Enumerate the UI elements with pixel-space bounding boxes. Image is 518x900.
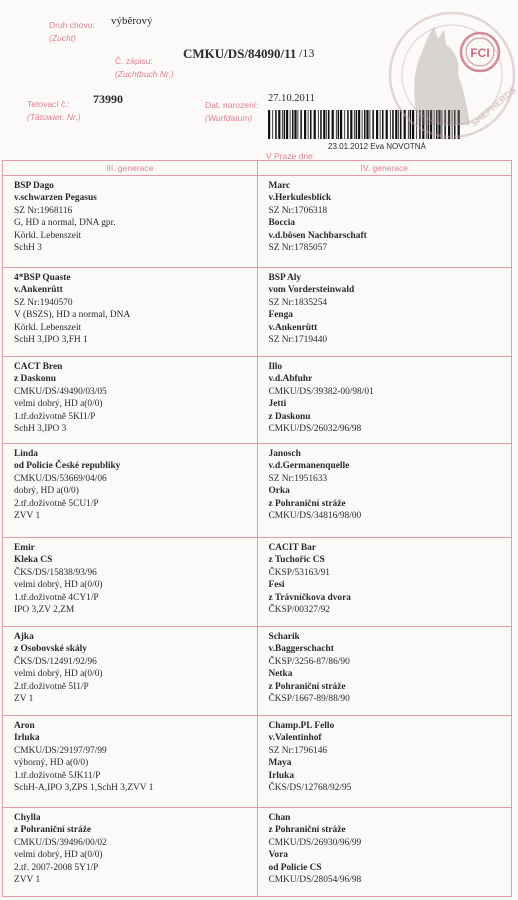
generation-3-cell <box>3 444 258 537</box>
pedigree-line: v.schwarzen Pegasus <box>14 193 97 204</box>
pedigree-line: od Policie CS <box>268 862 322 873</box>
pedigree-line: Aron <box>14 721 35 731</box>
pedigree-line: velmi dobrý, HD a(0/0) <box>14 399 103 410</box>
pedigree-line: 1.tř.doživotně 4CY1/P <box>14 592 99 603</box>
header-third-generation: III. generace <box>3 161 258 175</box>
pedigree-line: 2.tř. 2007-2008 5Y1/P <box>14 862 99 873</box>
pedigree-line: CMKU/DS/39496/00/02 <box>14 837 107 848</box>
pedigree-line: 2.tř.doživotně 5I1/P <box>14 681 89 692</box>
pedigree-line: z Daskonu <box>14 374 56 385</box>
pedigree-line: Fenga <box>268 310 293 321</box>
tattoo-number-value: 73990 <box>93 92 123 106</box>
generation-4-cell <box>258 268 512 356</box>
pedigree-line: ČKS/DS/15838/93/96 <box>14 567 97 578</box>
stamp-date-line: 23.01.2012 Eva NOVOTNÁ <box>328 142 426 151</box>
pedigree-line: SZ Nr:1785057 <box>268 243 328 254</box>
pedigree-line: ZVV 1 <box>14 875 41 886</box>
pedigree-line: SchH 3,IPO 3,FH 1 <box>14 335 88 346</box>
pedigree-line: 4*BSP Quaste <box>14 273 71 283</box>
registry-number-label: Č. zápisu: <box>115 56 153 66</box>
pedigree-line: SZ Nr:1835254 <box>268 297 328 308</box>
pedigree-line: v.d.bösen Nachbarschaft <box>268 230 367 241</box>
pedigree-line: CMKU/DS/26930/96/99 <box>268 837 362 848</box>
pedigree-line: CMKU/DS/49490/03/05 <box>14 386 107 397</box>
header-fourth-generation: IV. generace <box>360 163 408 173</box>
pedigree-line: CMKU/DS/26032/96/98 <box>268 424 362 435</box>
breeding-type-label-de: (Zucht) <box>49 33 76 43</box>
pedigree-line: CACIT Bar <box>268 543 316 553</box>
generation-3-cell <box>3 627 258 715</box>
pedigree-line: Netka <box>268 669 293 680</box>
pedigree-line: 2.tř.doživotně 5CU1/P <box>14 498 99 509</box>
pedigree-line: ČKS/DS/12768/92/95 <box>268 783 352 794</box>
pedigree-row <box>3 627 511 716</box>
pedigree-line: Boccia <box>268 218 296 229</box>
generation-4-cell <box>258 357 512 443</box>
breeding-type-value: výběrový <box>111 15 153 27</box>
pedigree-line: Irluka <box>14 733 40 744</box>
tattoo-number-label: Tetovací č.: <box>27 99 70 109</box>
pedigree-row <box>3 357 511 444</box>
generation-4-cell <box>258 176 512 267</box>
pedigree-line: v.Herkulesblick <box>268 193 332 204</box>
pedigree-line: v.Ankenrütt <box>14 285 63 296</box>
pedigree-line: ZVV 1 <box>14 511 41 522</box>
generation-3-cell <box>3 716 258 807</box>
pedigree-line: ZV 1 <box>14 694 34 705</box>
pedigree-line: Chan <box>268 813 291 823</box>
pedigree-line: 1.tř.doživotně 5KI1/P <box>14 411 96 422</box>
pedigree-line: SchH 3,IPO 3 <box>14 424 67 435</box>
pedigree-line: CMKU/DS/28054/96/98 <box>268 875 362 886</box>
generation-3-cell <box>3 808 258 896</box>
tattoo-number-label-de: (Tätowier. Nr.) <box>27 112 81 122</box>
birth-date-value: 27.10.2011 <box>268 93 315 104</box>
pedigree-line: Illo <box>268 362 283 372</box>
fci-badge-text: FCI <box>470 46 490 60</box>
pedigree-line: CACT Bren <box>14 362 63 372</box>
pedigree-line: vom Vordersteinwald <box>268 285 355 296</box>
pedigree-line: SZ Nr:1968116 <box>14 205 73 216</box>
generation-4-cell <box>258 808 512 896</box>
pedigree-line: Ajka <box>14 632 34 642</box>
generation-4-cell <box>258 444 512 537</box>
pedigree-line: SchH-A,IPO 3,ZPS 1,SchH 3,ZVV 1 <box>14 783 154 794</box>
pedigree-line: Jetti <box>268 399 287 410</box>
pedigree-line: od Policie České republiky <box>14 461 121 472</box>
pedigree-line: Chylla <box>14 813 41 823</box>
pedigree-line: Linda <box>14 449 38 459</box>
generation-3-cell <box>3 268 258 356</box>
pedigree-table-header <box>3 161 511 176</box>
pedigree-line: z Pohraniční stráže <box>268 498 346 509</box>
pedigree-line: v.Valentinhof <box>268 733 322 744</box>
pedigree-line: ČKSP/00327/92 <box>268 605 330 616</box>
pedigree-line: výborný, HD a(0/0) <box>14 758 89 769</box>
pedigree-line: SZ Nr:1706318 <box>268 205 328 216</box>
pedigree-line: z Daskonu <box>268 411 311 422</box>
pedigree-row <box>3 268 511 357</box>
registry-number-label-de: (Zuchtbuch Nr.) <box>115 69 174 79</box>
pedigree-line: IPO 3,ZV 2,ZM <box>14 605 75 616</box>
pedigree-line: Orka <box>268 486 290 497</box>
pedigree-row <box>3 176 511 268</box>
pedigree-line: BSP Aly <box>268 273 302 283</box>
pedigree-line: velmi dobrý, HD a(0/0) <box>14 669 103 680</box>
pedigree-line: Vora <box>268 850 288 861</box>
generation-4-cell <box>258 627 512 715</box>
pedigree-line: Champ.PL Fello <box>268 721 335 731</box>
pedigree-line: z Trávníčkova dvora <box>268 592 351 603</box>
pedigree-line: ČKSP/1667-89/88/90 <box>268 694 350 705</box>
pedigree-line: ČKSP/3256-87/86/90 <box>268 656 350 667</box>
pedigree-row <box>3 444 511 538</box>
pedigree-line: Körkl. Lebenszeit <box>14 230 82 241</box>
generation-3-cell <box>3 357 258 443</box>
birth-date-label: Dat. narození: <box>205 100 259 110</box>
pedigree-line: velmi dobrý, HD a(0/0) <box>14 850 103 861</box>
pedigree-table <box>2 160 512 897</box>
pedigree-line: CMKU/DS/53669/04/06 <box>14 473 107 484</box>
registry-number-value: CMKU/DS/84090/11 <box>183 46 297 61</box>
pedigree-line: V (BSZS), HD a normal, DNA <box>14 310 131 321</box>
pedigree-line: G, HD a normal, DNA gpr. <box>14 218 116 229</box>
pedigree-line: z Tuchořic CS <box>268 555 325 566</box>
pedigree-line: Kleka CS <box>14 555 53 566</box>
pedigree-line: z Pohraniční stráže <box>268 681 346 692</box>
pedigree-line: SchH 3 <box>14 243 42 254</box>
generation-3-cell <box>3 176 258 267</box>
pedigree-line: v.Ankenrütt <box>268 322 318 333</box>
generation-4-cell <box>258 538 512 626</box>
pedigree-line: v.d.Germanenquelle <box>268 461 350 472</box>
birth-date-label-de: (Wurfdatum) <box>205 113 253 123</box>
pedigree-line: ČKSP/53163/91 <box>268 567 330 578</box>
registry-number-suffix: /13 <box>299 46 315 60</box>
pedigree-line: Marc <box>268 181 291 191</box>
pedigree-line: SZ Nr:1940570 <box>14 297 73 308</box>
pedigree-line: CMKU/DS/34816/98/00 <box>268 511 362 522</box>
fci-badge <box>461 33 499 71</box>
pedigree-line: Fesi <box>268 580 285 591</box>
pedigree-line: Janosch <box>268 449 301 459</box>
pedigree-line: Irluka <box>268 770 295 781</box>
pedigree-line: CMKU/DS/29197/97/99 <box>14 745 107 756</box>
pedigree-line: Maya <box>268 758 292 769</box>
pedigree-line: Scharik <box>268 632 300 642</box>
pedigree-line: velmi dobrý, HD a(0/0) <box>14 580 103 591</box>
club-seal-stamp <box>362 5 518 145</box>
pedigree-line: CMKU/DS/39382-00/98/01 <box>268 386 374 397</box>
pedigree-line: SZ Nr:1719440 <box>268 335 328 346</box>
pedigree-row <box>3 716 511 808</box>
pedigree-row <box>3 538 511 627</box>
pedigree-line: Körkl. Lebenszeit <box>14 322 82 333</box>
issued-in-prague-label: V Praze dne: <box>266 151 316 161</box>
pedigree-line: z Pohraniční stráže <box>14 825 92 836</box>
pedigree-line: SZ Nr:1796146 <box>268 745 328 756</box>
pedigree-line: 1.tř.doživotně 5JK11/P <box>14 770 101 781</box>
pedigree-line: dobrý, HD a(0/0) <box>14 486 79 497</box>
seal-ring-text: SHEPHERDS <box>468 84 518 129</box>
pedigree-line: z Pohraniční stráže <box>268 825 346 836</box>
generation-3-cell <box>3 538 258 626</box>
pedigree-line: v.Baggerschacht <box>268 644 334 655</box>
pedigree-line: ČKS/DS/12491/92/96 <box>14 656 97 667</box>
generation-4-cell <box>258 716 512 807</box>
pedigree-line: z Osobovské skály <box>14 644 87 655</box>
pedigree-line: BSP Dago <box>14 181 54 191</box>
pedigree-row <box>3 808 511 896</box>
pedigree-line: Emir <box>14 543 35 553</box>
pedigree-line: v.d.Abfuhr <box>268 374 313 385</box>
pedigree-line: SZ Nr:1951633 <box>268 473 328 484</box>
breeding-type-label: Druh chovu: <box>49 20 95 30</box>
